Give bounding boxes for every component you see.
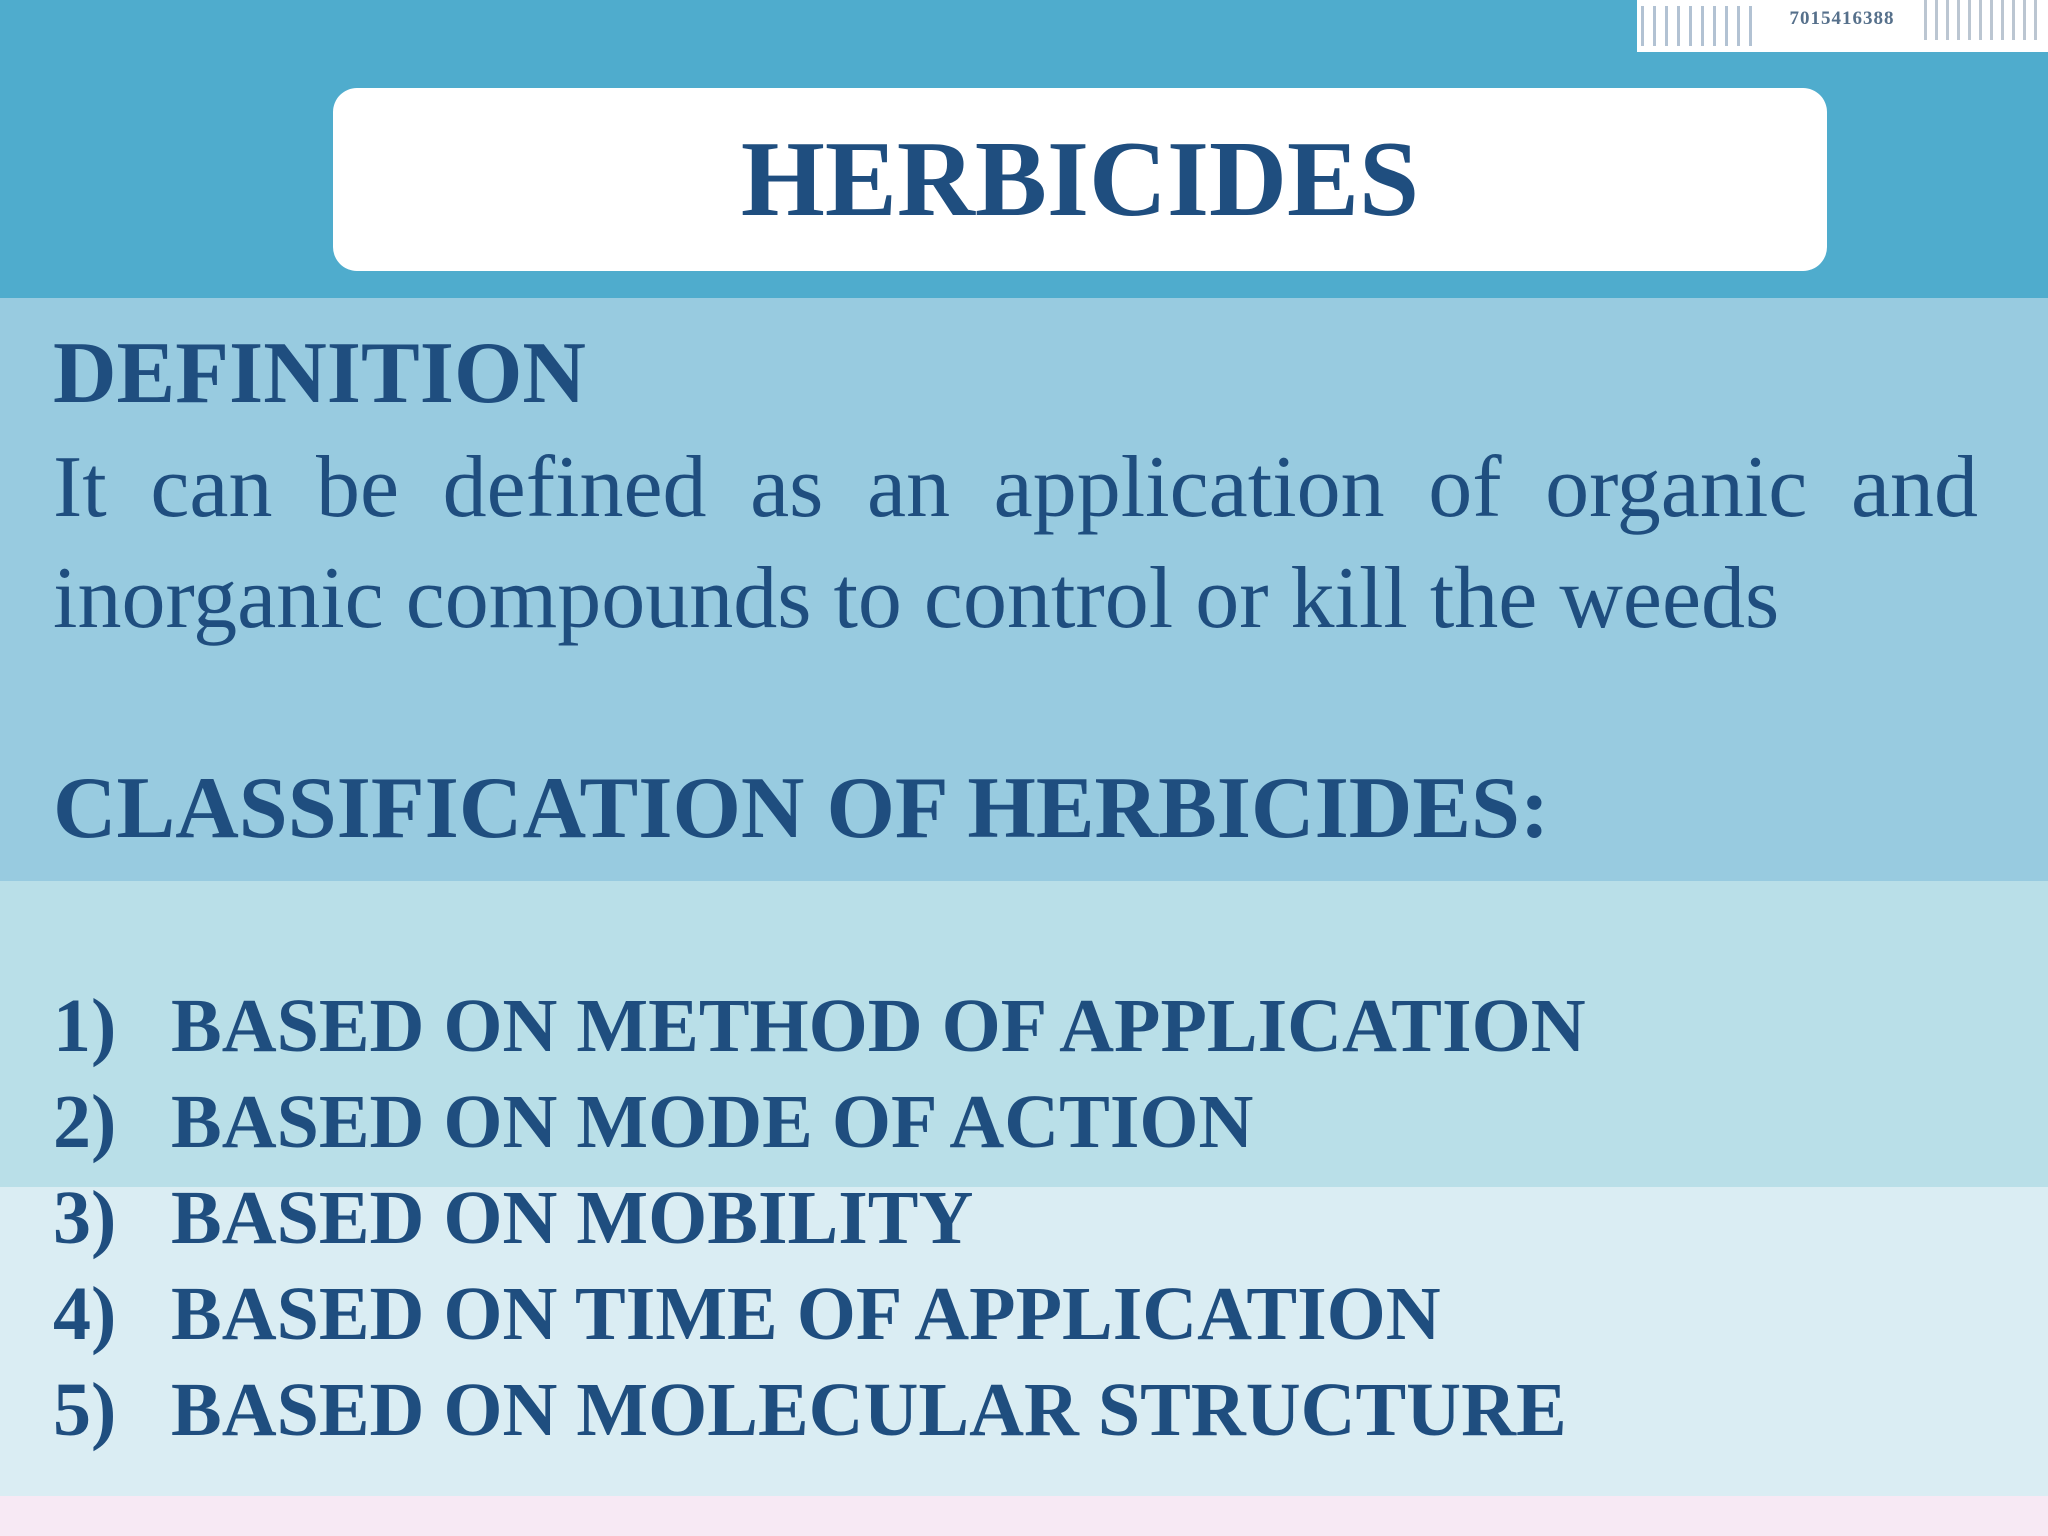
list-item-label: BASED ON MODE OF ACTION <box>171 1080 1254 1164</box>
title-box <box>333 88 1827 271</box>
definition-heading: DEFINITION <box>53 325 586 422</box>
stamp-number: 7015416388 <box>1789 8 1895 29</box>
slide-title: HERBICIDES <box>740 119 1420 239</box>
stamp-bars-left-icon <box>1641 6 1761 46</box>
list-item-number: 2) <box>53 1080 117 1164</box>
list-item <box>53 1170 1586 1266</box>
list-item <box>53 1362 1586 1458</box>
list-item-number: 5) <box>53 1368 117 1452</box>
list-item-number: 3) <box>53 1176 117 1260</box>
list-item-number: 1) <box>53 984 117 1068</box>
list-item-label: BASED ON MOLECULAR STRUCTURE <box>171 1368 1567 1452</box>
list-item-label: BASED ON MOBILITY <box>171 1176 974 1260</box>
classification-list <box>53 978 1586 1458</box>
list-item <box>53 1266 1586 1362</box>
stamp-bars-right-icon <box>1924 0 2044 40</box>
list-item-number: 4) <box>53 1272 117 1356</box>
list-item-label: BASED ON METHOD OF APPLICATION <box>171 984 1586 1068</box>
definition-text: It can be defined as an application of organic and inorganic compounds to control or kill the weeds <box>53 439 1978 647</box>
classification-heading: CLASSIFICATION OF HERBICIDES: <box>53 760 1550 857</box>
bottom-band <box>0 1496 2048 1536</box>
list-item <box>53 978 1586 1074</box>
list-item <box>53 1074 1586 1170</box>
watermark-stamp <box>1637 0 2048 52</box>
list-item-label: BASED ON TIME OF APPLICATION <box>171 1272 1441 1356</box>
